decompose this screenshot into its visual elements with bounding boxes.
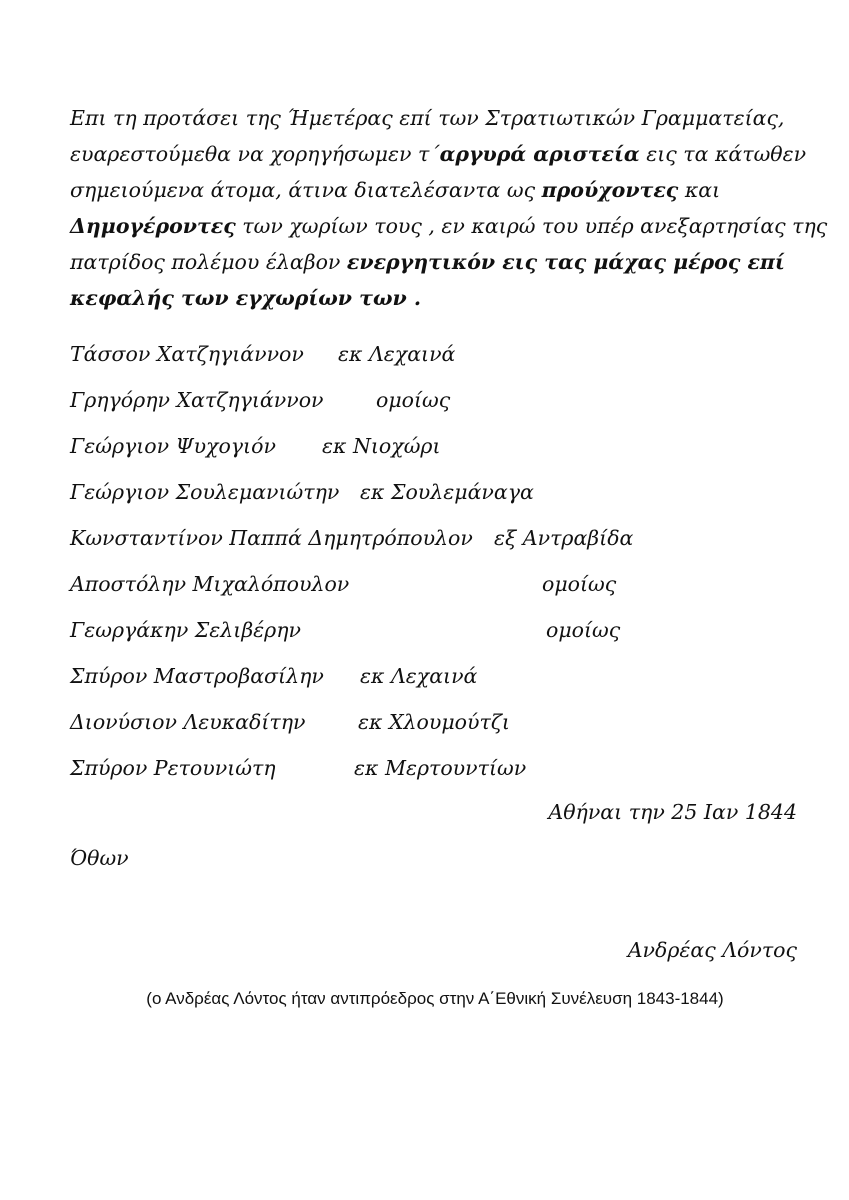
honoree-place: ομοίως <box>546 618 621 642</box>
honoree-place: εκ Σουλεμάναγα <box>360 480 534 504</box>
emphasis-leading-locals: κεφαλής των εγχωρίων των <box>70 286 407 310</box>
honoree-name: Γεωργάκην Σελιβέρην <box>70 618 301 642</box>
decree-line-1: Επι τη προτάσει της Ήμετέρας επί των Στρατιωτικών Γραμματείας, <box>70 106 785 130</box>
decree-line-4: Δημογέροντες των χωρίων τους , εν καιρώ του υπέρ ανεξαρτησίας της <box>70 214 828 238</box>
honoree-name: Γεώργιον Σουλεμανιώτην <box>70 480 340 504</box>
honoree-name: Αποστόλην Μιχαλόπουλον <box>70 572 350 596</box>
decree-text <box>70 100 828 316</box>
honoree-place: εκ Νιοχώρι <box>322 434 441 458</box>
honoree-place: εκ Λεχαινά <box>338 342 456 366</box>
decree-line-2: ευαρεστούμεθα να χορηγήσωμεν τ΄αργυρά αριστεία εις τα κάτωθεν <box>70 142 807 166</box>
honoree-name: Διονύσιον Λευκαδίτην <box>70 710 306 734</box>
honoree-name: Κωνσταντίνον Παππά Δημητρόπουλον <box>70 526 473 550</box>
emphasis-notables: προύχοντες <box>541 178 679 202</box>
emphasis-elders: Δημογέροντες <box>70 214 236 238</box>
minister-signature: Ανδρέας Λόντος <box>627 938 797 962</box>
honoree-row <box>70 664 478 696</box>
honoree-name: Σπύρον Ρετουνιώτη <box>70 756 276 780</box>
honoree-place: εκ Μερτουντίων <box>354 756 527 780</box>
decree-line-3: σημειούμενα άτομα, άτινα διατελέσαντα ως προύχοντες και <box>70 178 721 202</box>
emphasis-active-part: ενεργητικόν εις τας μάχας μέρος επί <box>346 250 785 274</box>
honoree-row <box>70 388 451 420</box>
decree-line-5: πατρίδος πολέμου έλαβον ενεργητικόν εις τας μάχας μέρος επί <box>70 250 785 274</box>
honoree-place: εκ Χλουμούτζι <box>358 710 510 734</box>
honoree-row <box>70 756 527 788</box>
honoree-row <box>70 710 510 742</box>
honoree-row <box>70 480 534 512</box>
honoree-row <box>70 618 621 650</box>
honoree-place: εξ Αντραβίδα <box>494 526 634 550</box>
honoree-name: Γεώργιον Ψυχογιόν <box>70 434 276 458</box>
honoree-place: ομοίως <box>542 572 617 596</box>
king-signature: Όθων <box>70 846 129 870</box>
document-date: Αθήναι την 25 Ιαν 1844 <box>548 800 797 824</box>
emphasis-silver-awards: αργυρά αριστεία <box>439 142 640 166</box>
honoree-place: ομοίως <box>376 388 451 412</box>
honoree-name: Τάσσον Χατζηγιάννον <box>70 342 304 366</box>
honoree-row <box>70 572 617 604</box>
honoree-row <box>70 434 441 466</box>
footnote: (ο Ανδρέας Λόντος ήταν αντιπρόεδρος στην Α΄Εθνική Συνέλευση 1843-1844) <box>146 989 724 1008</box>
honoree-row <box>70 526 634 558</box>
honoree-name: Γρηγόρην Χατζηγιάννον <box>70 388 324 412</box>
honoree-name: Σπύρον Μαστροβασίλην <box>70 664 324 688</box>
honoree-place: εκ Λεχαινά <box>360 664 478 688</box>
decree-line-6: κεφαλής των εγχωρίων των . <box>70 286 421 310</box>
honoree-row <box>70 342 456 374</box>
